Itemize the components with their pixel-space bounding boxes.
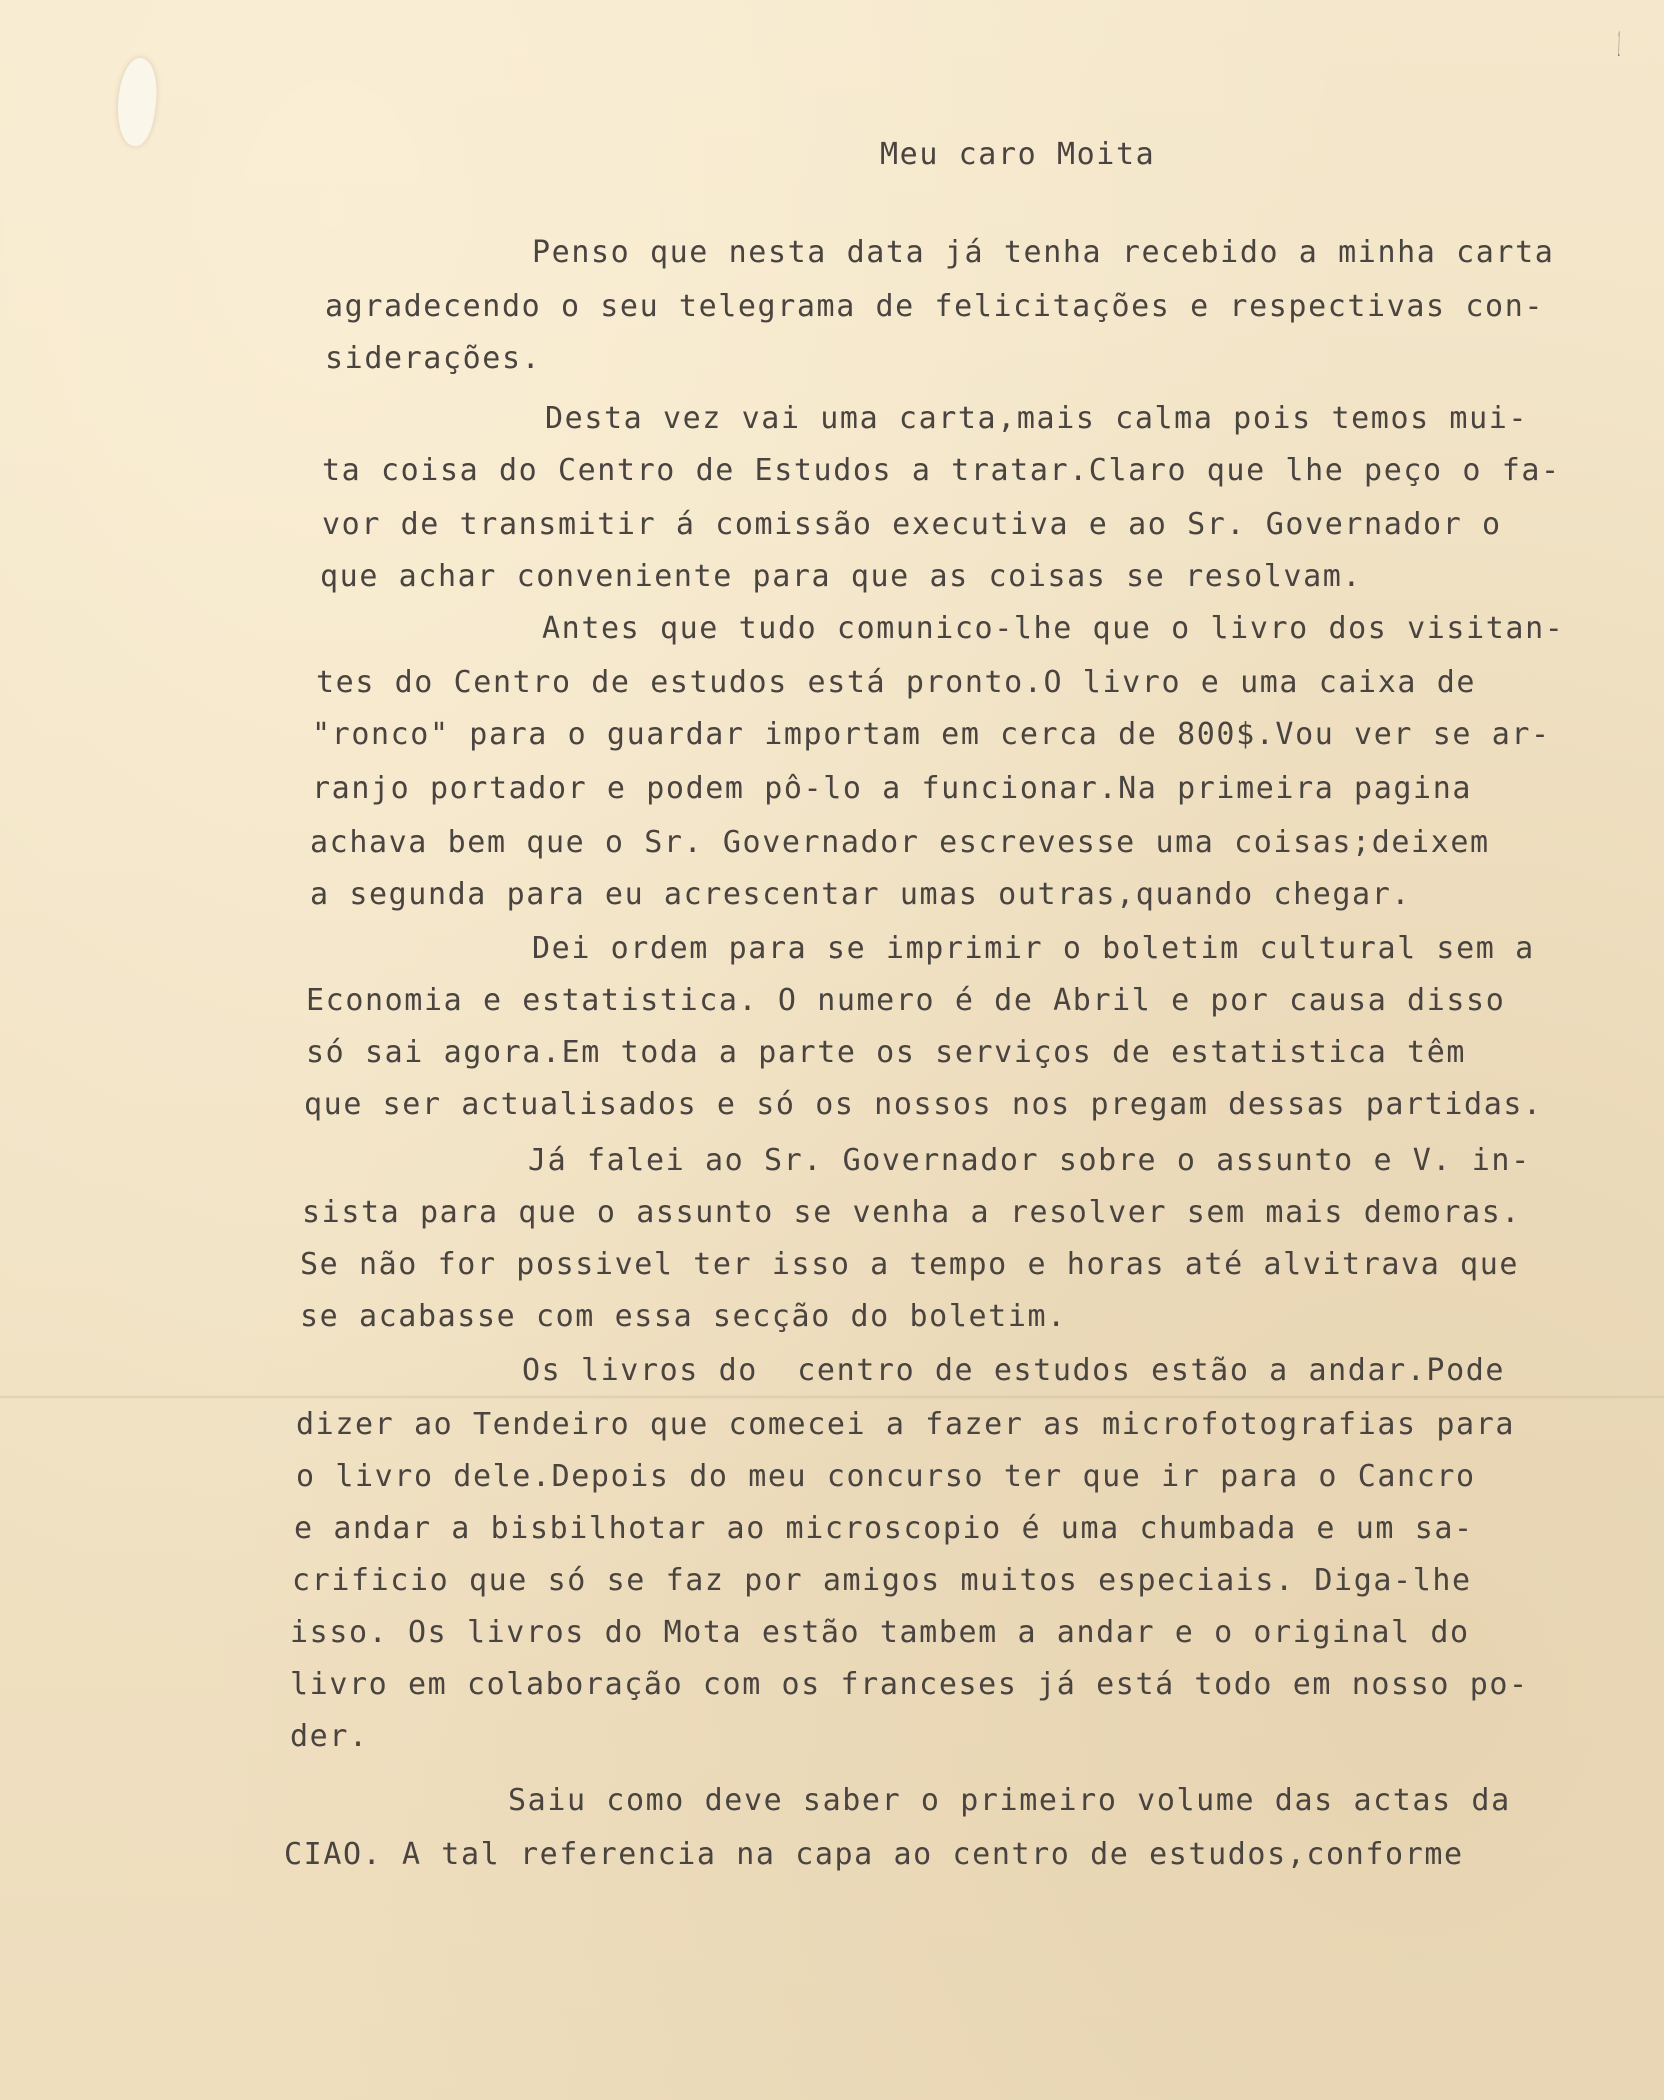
letter-line: agradecendo o seu telegrama de felicitações e respectivas con- xyxy=(325,289,1545,324)
letter-line: tes do Centro de estudos está pronto.O livro e uma caixa de xyxy=(316,665,1477,700)
letter-line: ranjo portador e podem pô-lo a funcionar.Na primeira pagina xyxy=(312,771,1473,806)
letter-line: se acabasse com essa secção do boletim. xyxy=(300,1299,1067,1334)
letter-line: só sai agora.Em toda a parte os serviços de estatistica têm xyxy=(306,1035,1467,1070)
letter-line: Os livros do centro de estudos estão a andar.Pode xyxy=(522,1353,1506,1388)
letter-line: siderações. xyxy=(325,341,542,376)
letter-line: a segunda para eu acrescentar umas outras,quando chegar. xyxy=(310,877,1412,912)
letter-line: Antes que tudo comunico-lhe que o livro dos visitan- xyxy=(542,611,1565,646)
letter-line: Desta vez vai uma carta,mais calma pois temos mui- xyxy=(545,401,1529,436)
letter-line: der. xyxy=(290,1719,369,1754)
letter-line: vor de transmitir á comissão executiva e ao Sr. Governador o xyxy=(322,507,1502,542)
letter-line: achava bem que o Sr. Governador escrevesse uma coisas;deixem xyxy=(310,825,1490,860)
letter-line: Já falei ao Sr. Governador sobre o assunto e V. in- xyxy=(528,1143,1531,1178)
letter-line: Saiu como deve saber o primeiro volume das actas da xyxy=(508,1783,1511,1818)
letter-line: dizer ao Tendeiro que comecei a fazer as microfotografias para xyxy=(296,1407,1516,1442)
salutation: Meu caro Moita xyxy=(880,137,1156,172)
letter-line: e andar a bisbilhotar ao microscopio é uma chumbada e um sa- xyxy=(294,1511,1474,1546)
paper-fold-line xyxy=(0,1395,1664,1399)
letter-line: livro em colaboração com os franceses já está todo em nosso po- xyxy=(290,1667,1529,1702)
letter-line: Se não for possivel ter isso a tempo e horas até alvitrava que xyxy=(300,1247,1520,1282)
letter-line: "ronco" para o guardar importam em cerca de 800$.Vou ver se ar- xyxy=(312,717,1551,752)
letter-line: o livro dele.Depois do meu concurso ter que ir para o Cancro xyxy=(296,1459,1476,1494)
letter-line: Penso que nesta data já tenha recebido a minha carta xyxy=(532,235,1555,270)
letter-line: crificio que só se faz por amigos muitos especiais. Diga-lhe xyxy=(292,1563,1472,1598)
letter-line: que ser actualisados e só os nossos nos pregam dessas partidas. xyxy=(304,1087,1543,1122)
letter-line: sista para que o assunto se venha a resolver sem mais demoras. xyxy=(302,1195,1522,1230)
paper-tear xyxy=(112,56,162,148)
letter-line: Economia e estatistica. O numero é de Abril e por causa disso xyxy=(306,983,1506,1018)
page-number: 1 xyxy=(1618,25,1620,65)
letter-line: Dei ordem para se imprimir o boletim cultural sem a xyxy=(532,931,1535,966)
letter-line: isso. Os livros do Mota estão tambem a andar e o original do xyxy=(290,1615,1470,1650)
letter-line: ta coisa do Centro de Estudos a tratar.Claro que lhe peço o fa- xyxy=(322,453,1561,488)
letter-line: que achar conveniente para que as coisas se resolvam. xyxy=(320,559,1363,594)
letter-line: CIAO. A tal referencia na capa ao centro de estudos,conforme xyxy=(284,1837,1464,1872)
